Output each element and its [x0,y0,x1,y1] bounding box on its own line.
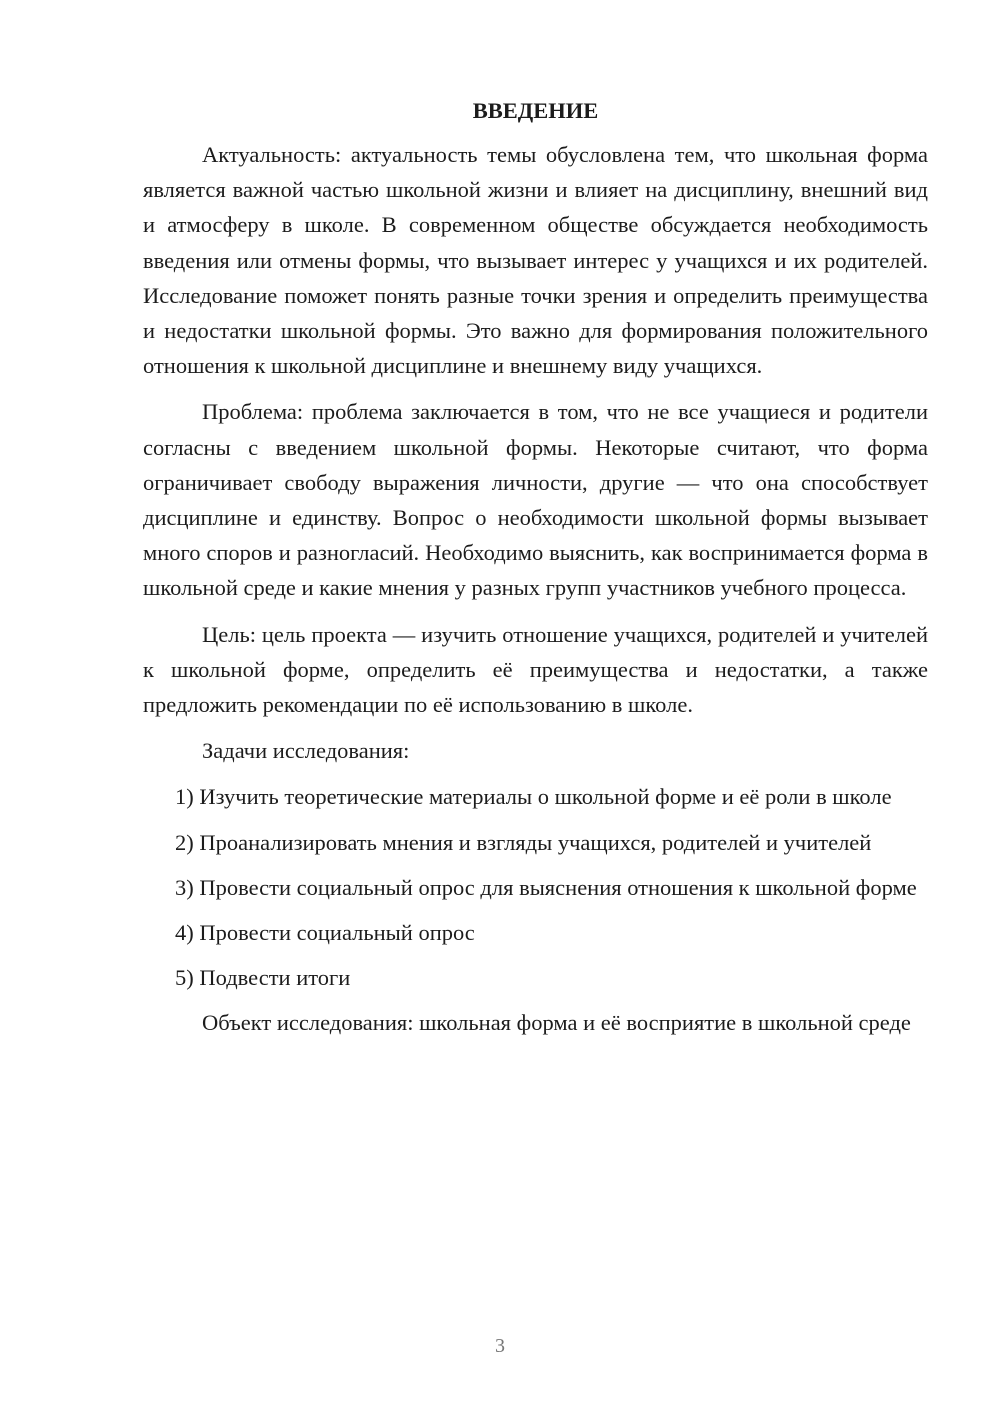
section-title: ВВЕДЕНИЕ [472,98,599,123]
task-item-1: 1) Изучить теоретические материалы о школьной форме и её роли в школе [175,784,892,810]
paragraph-research-object: Объект исследования: школьная форма и её восприятие в школьной среде [202,1010,911,1036]
paragraph-tasks-heading: Задачи исследования: [202,738,410,764]
task-item-5: 5) Подвести итоги [175,965,351,991]
task-item-4: 4) Провести социальный опрос [175,920,475,946]
document-page [143,96,928,1052]
page-number: 3 [495,1335,505,1357]
task-item-3: 3) Провести социальный опрос для выяснения отношения к школьной форме [175,874,917,900]
paragraph-goal: Цель: цель проекта — изучить отношение учащихся, родителей и учителей к школьной форме, определить её преимущества и недостатки, а также предложить рекомендации по её использованию в школе. [143,621,928,718]
paragraph-problem: Проблема: проблема заключается в том, что не все учащиеся и родители согласны с введением школьной формы. Некоторые считают, что форма ограничивает свободу выражения личности, другие — что она способствует дисциплине и единству. Вопрос о необходимости школьной формы вызывает много споров и разногласий. Необходимо выяснить, как воспринимается форма в школьной среде и какие мнения у разных групп участников учебного процесса. [143,399,928,601]
task-item-2: 2) Проанализировать мнения и взгляды учащихся, родителей и учителей [175,829,872,855]
paragraph-relevance: Актуальность: актуальность темы обусловлена тем, что школьная форма является важной частью школьной жизни и влияет на дисциплину, внешний вид и атмосферу в школе. В современном обществе обсуждается необходимость введения или отмены формы, что вызывает интерес у учащихся и их родителей. Исследование поможет понять разные точки зрения и определить преимущества и недостатки школьной формы. Это важно для формирования положительного отношения к школьной дисциплине и внешнему виду учащихся. [143,142,928,379]
